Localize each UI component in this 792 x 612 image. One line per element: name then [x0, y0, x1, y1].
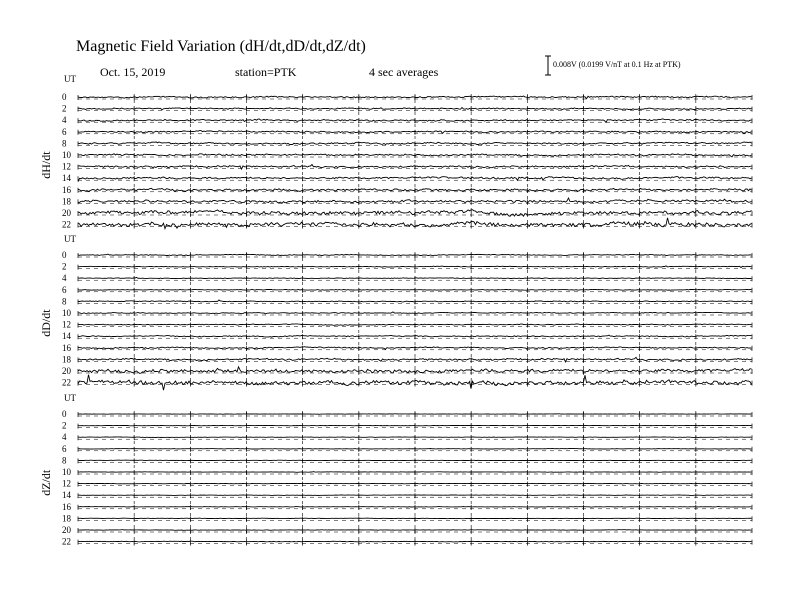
- hour-label: 16: [62, 184, 71, 195]
- hour-label: 10: [62, 150, 71, 160]
- panel-dD-dt: [39, 234, 752, 390]
- hour-label: 6: [62, 284, 67, 295]
- hour-label: 22: [62, 219, 71, 230]
- ut-label: UT: [64, 393, 76, 403]
- ut-label: UT: [64, 74, 76, 84]
- panel-label: dD/dt: [39, 309, 53, 337]
- hour-label: 0: [62, 409, 67, 419]
- hour-label: 16: [62, 501, 71, 512]
- hour-label: 10: [62, 467, 71, 477]
- hour-label: 16: [62, 342, 71, 353]
- scale-bar: [545, 56, 551, 75]
- hour-label: 8: [62, 455, 67, 466]
- hour-label: 20: [62, 525, 71, 535]
- hour-label: 8: [62, 138, 67, 149]
- hour-label: 20: [62, 208, 71, 218]
- panel-dZ-dt: [39, 393, 752, 547]
- hour-label: 20: [62, 366, 71, 376]
- hour-label: 14: [62, 331, 71, 342]
- hour-label: 4: [62, 115, 67, 126]
- hour-label: 22: [62, 377, 71, 388]
- hour-label: 18: [62, 513, 71, 524]
- hour-label: 12: [62, 478, 71, 489]
- hour-label: 2: [62, 420, 67, 431]
- hour-label: 8: [62, 296, 67, 307]
- hour-label: 18: [62, 354, 71, 365]
- hour-label: 22: [62, 536, 71, 547]
- hour-label: 4: [62, 273, 67, 284]
- station-label: station=PTK: [235, 65, 297, 79]
- scale-bar-label: 0.008V (0.0199 V/nT at 0.1 Hz at PTK): [553, 60, 681, 69]
- hour-label: 12: [62, 161, 71, 172]
- hour-label: 0: [62, 250, 67, 260]
- hour-label: 0: [62, 92, 67, 102]
- hour-label: 10: [62, 308, 71, 318]
- hour-label: 14: [62, 490, 71, 501]
- panel-label: dZ/dt: [39, 469, 53, 496]
- hour-label: 2: [62, 103, 67, 114]
- ut-label: UT: [64, 234, 76, 244]
- hour-label: 6: [62, 443, 67, 454]
- hour-label: 4: [62, 432, 67, 443]
- panel-label: dH/dt: [39, 151, 53, 179]
- date-label: Oct. 15, 2019: [100, 65, 166, 79]
- hour-label: 14: [62, 173, 71, 184]
- averaging-label: 4 sec averages: [369, 65, 439, 79]
- chart-title: Magnetic Field Variation (dH/dt,dD/dt,dZ/dt): [76, 38, 366, 55]
- hour-label: 18: [62, 196, 71, 207]
- hour-label: 12: [62, 319, 71, 330]
- panel-dH-dt: [39, 74, 752, 230]
- hour-label: 2: [62, 261, 67, 272]
- hour-label: 6: [62, 126, 67, 137]
